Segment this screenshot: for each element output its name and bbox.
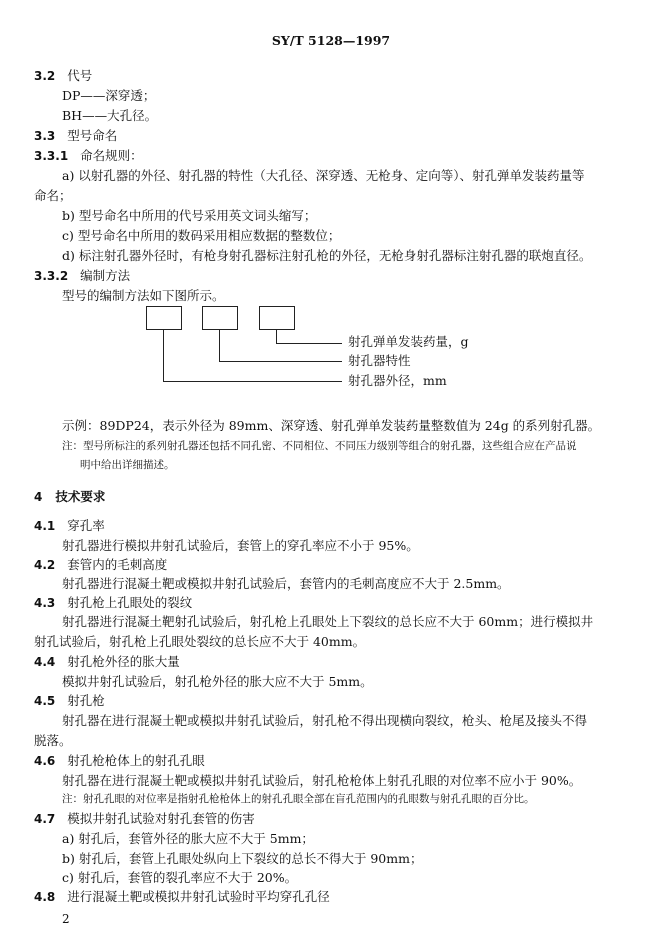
text-line: 射孔器进行模拟井射孔试验后，套管上的穿孔率应不小于 95%。 <box>62 538 419 553</box>
text-line: b) 型号命名中所用的代号采用英文词头缩写； <box>62 208 317 223</box>
connector-line <box>163 381 342 382</box>
diagram-label-feature: 射孔器特性 <box>348 353 411 368</box>
text-line: 射孔试验后，射孔枪上孔眼处裂纹的总长应不大于 40mm。 <box>34 634 366 649</box>
page-header: SY/T 5128—1997 <box>271 33 391 48</box>
text-line: BH——大孔径。 <box>62 108 158 123</box>
text-line: a) 射孔后，套管外径的胀大应不大于 5mm； <box>62 831 314 846</box>
section-3-3: 3.3 型号命名 <box>34 128 118 143</box>
section-4-5: 4.5 射孔枪 <box>34 693 105 708</box>
connector-line <box>219 361 342 362</box>
text-line: 射孔器在进行混凝土靶或模拟井射孔试验后，射孔枪枪体上射孔孔眼的对位率不应小于 90%。 <box>62 773 582 788</box>
text-line: a) 以射孔器的外径、射孔器的特性（大孔径、深穿透、无枪身、定向等）、射孔弹单发装药量等 <box>62 168 585 183</box>
text-line: b) 射孔后，套管上孔眼处纵向上下裂纹的总长不得大于 90mm； <box>62 851 423 866</box>
section-4-6: 4.6 射孔枪枪体上的射孔孔眼 <box>34 753 205 768</box>
example-line: 示例：89DP24，表示外径为 89mm、深穿透、射孔弹单发装药量整数值为 24g 的系列射孔器。 <box>62 418 601 433</box>
section-4-7: 4.7 模拟井射孔试验对射孔套管的伤害 <box>34 811 255 826</box>
model-box-diameter <box>146 306 182 330</box>
connector-line <box>163 329 164 381</box>
model-box-feature <box>202 306 238 330</box>
diagram-label-diameter: 射孔器外径，mm <box>348 373 447 388</box>
section-4: 4 技术要求 <box>34 489 106 504</box>
connector-line <box>276 343 342 344</box>
section-4-4: 4.4 射孔枪外径的胀大量 <box>34 654 180 669</box>
connector-line <box>276 329 277 343</box>
note-line: 注：射孔孔眼的对位率是指射孔枪枪体上的射孔孔眼全部在盲孔范围内的孔眼数与射孔孔眼的百分比。 <box>62 793 535 805</box>
section-4-1: 4.1 穿孔率 <box>34 518 105 533</box>
text-line: 命名； <box>34 188 72 203</box>
text-line: d) 标注射孔器外径时，有枪身射孔器标注射孔枪的外径，无枪身射孔器标注射孔器的联炮直径。 <box>62 248 592 263</box>
text-line: 射孔器在进行混凝土靶或模拟井射孔试验后，射孔枪不得出现横向裂纹，枪头、枪尾及接头不得 <box>62 713 588 728</box>
note-line: 注：型号所标注的系列射孔器还包括不同孔密、不同相位、不同压力级别等组合的射孔器，这些组合应在产品说 <box>62 440 577 452</box>
text-line: 射孔器进行混凝土靶射孔试验后，射孔枪上孔眼处上下裂纹的总长应不大于 60mm；进行模拟井 <box>62 614 594 629</box>
text-line: DP——深穿透； <box>62 88 156 103</box>
text-line: 脱落。 <box>34 733 72 748</box>
model-box-charge <box>259 306 295 330</box>
connector-line <box>219 329 220 361</box>
note-line: 明中给出详细描述。 <box>80 459 175 471</box>
section-3-3-1: 3.3.1 命名规则： <box>34 148 143 163</box>
section-4-2: 4.2 套管内的毛刺高度 <box>34 557 168 572</box>
page-number: 2 <box>62 912 70 926</box>
text-line: 射孔器进行混凝土靶或模拟井射孔试验后，套管内的毛刺高度应不大于 2.5mm。 <box>62 576 510 591</box>
section-4-3: 4.3 射孔枪上孔眼处的裂纹 <box>34 595 193 610</box>
section-3-2: 3.2 代号 <box>34 68 93 83</box>
text-line: 模拟井射孔试验后，射孔枪外径的胀大应不大于 5mm。 <box>62 674 373 689</box>
text-line: c) 型号命名中所用的数码采用相应数据的整数位； <box>62 228 341 243</box>
diagram-label-charge: 射孔弹单发装药量，g <box>348 334 469 349</box>
section-4-8: 4.8 进行混凝土靶或模拟井射孔试验时平均穿孔孔径 <box>34 889 330 904</box>
text-line: 型号的编制方法如下图所示。 <box>62 288 225 303</box>
text-line: c) 射孔后，套管的裂孔率应不大于 20%。 <box>62 870 298 885</box>
section-3-3-2: 3.3.2 编制方法 <box>34 268 131 283</box>
